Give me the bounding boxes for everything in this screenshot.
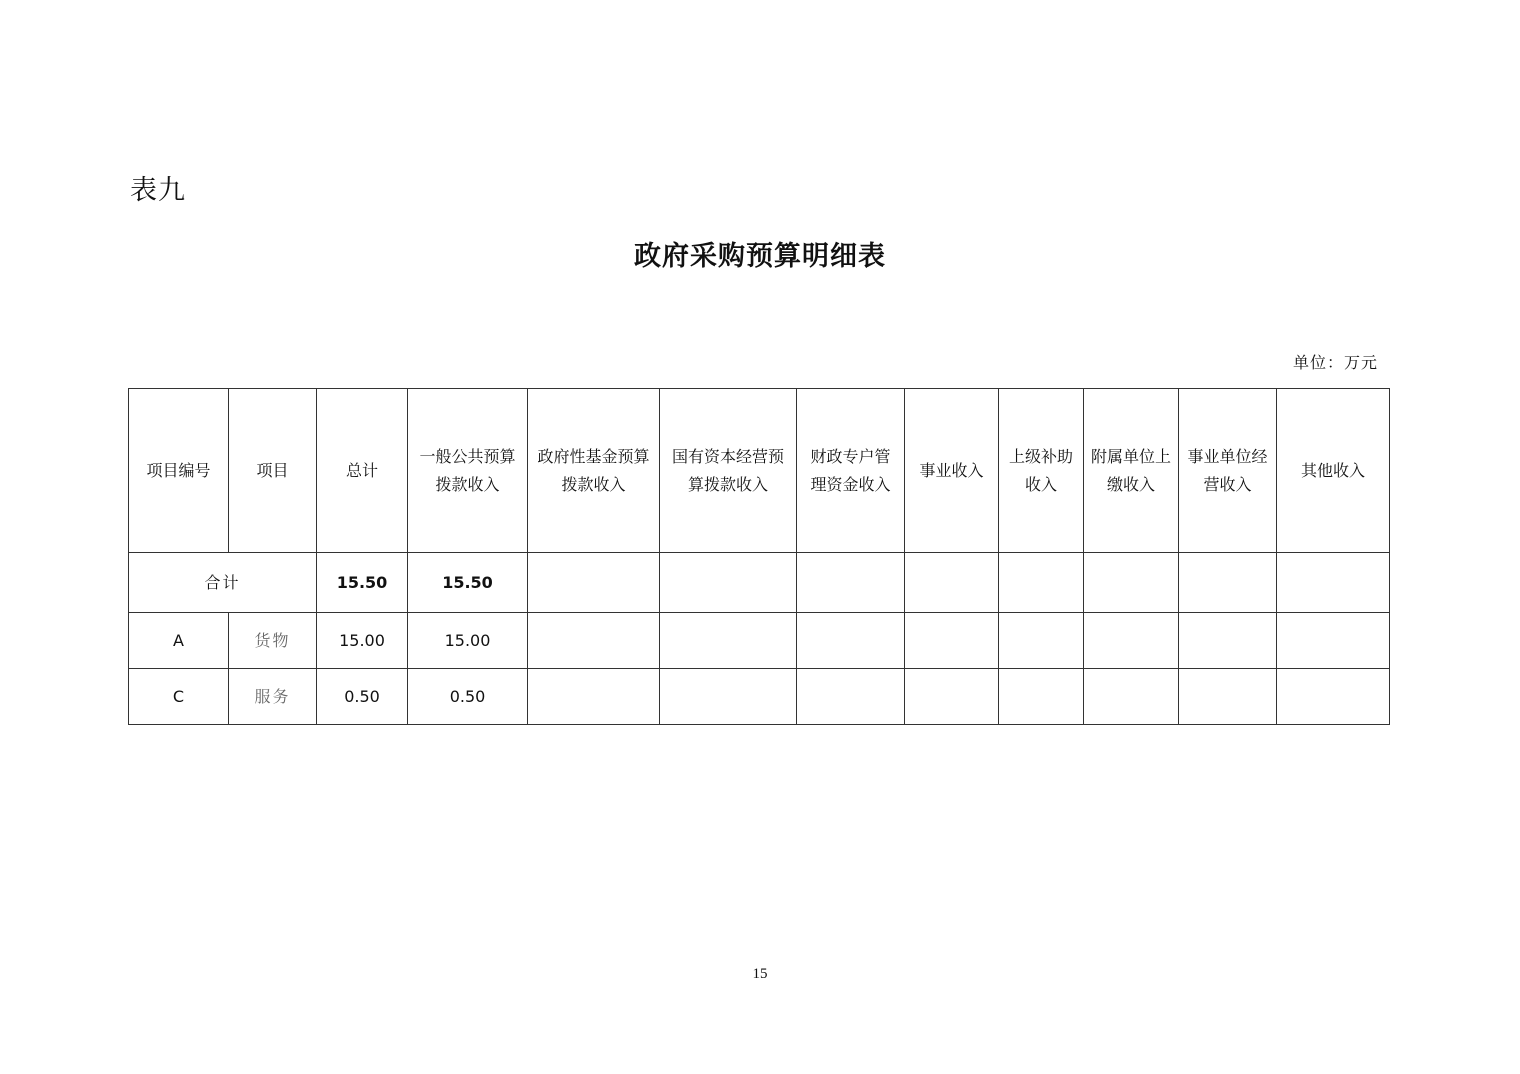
- empty-cell: [528, 669, 660, 725]
- empty-cell: [528, 553, 660, 613]
- empty-cell: [797, 613, 905, 669]
- total-general-budget-cell: 15.50: [408, 553, 528, 613]
- header-superior-subsidy: 上级补助收入: [999, 389, 1084, 553]
- empty-cell: [660, 613, 797, 669]
- procurement-budget-table: [128, 388, 1390, 725]
- header-other-income: 其他收入: [1277, 389, 1390, 553]
- table-row: [129, 669, 1390, 725]
- project-name-cell: 货物: [229, 613, 317, 669]
- header-general-budget: 一般公共预算拨款收入: [408, 389, 528, 553]
- total-cell: 0.50: [317, 669, 408, 725]
- empty-cell: [1179, 553, 1277, 613]
- empty-cell: [905, 669, 999, 725]
- project-name-cell: 服务: [229, 669, 317, 725]
- unit-label: 单位：万元: [1292, 353, 1378, 372]
- header-operating-income: 事业单位经营收入: [1179, 389, 1277, 553]
- general-budget-cell: 15.00: [408, 613, 528, 669]
- empty-cell: [1084, 669, 1179, 725]
- empty-cell: [797, 669, 905, 725]
- header-government-fund: 政府性基金预算拨款收入: [528, 389, 660, 553]
- total-cell: 15.00: [317, 613, 408, 669]
- empty-cell: [1179, 669, 1277, 725]
- header-affiliate-remittance: 附属单位上缴收入: [1084, 389, 1179, 553]
- empty-cell: [905, 613, 999, 669]
- page-number: 15: [752, 966, 768, 982]
- total-row: [129, 553, 1390, 613]
- header-fiscal-special-account: 财政专户管理资金收入: [797, 389, 905, 553]
- table-label: 表九: [130, 175, 186, 206]
- header-state-capital: 国有资本经营预算拨款收入: [660, 389, 797, 553]
- header-project-code: 项目编号: [129, 389, 229, 553]
- document-title: 政府采购预算明细表: [634, 241, 886, 272]
- empty-cell: [1277, 553, 1390, 613]
- empty-cell: [1277, 613, 1390, 669]
- empty-cell: [1179, 613, 1277, 669]
- header-project: 项目: [229, 389, 317, 553]
- empty-cell: [999, 553, 1084, 613]
- empty-cell: [660, 553, 797, 613]
- header-total: 总计: [317, 389, 408, 553]
- empty-cell: [1277, 669, 1390, 725]
- table-header-row: [129, 389, 1390, 553]
- table-row: [129, 613, 1390, 669]
- total-label: 合计: [129, 553, 317, 613]
- empty-cell: [1084, 613, 1179, 669]
- empty-cell: [999, 613, 1084, 669]
- empty-cell: [660, 669, 797, 725]
- empty-cell: [797, 553, 905, 613]
- general-budget-cell: 0.50: [408, 669, 528, 725]
- project-code-cell: C: [129, 669, 229, 725]
- empty-cell: [1084, 553, 1179, 613]
- empty-cell: [999, 669, 1084, 725]
- header-business-income: 事业收入: [905, 389, 999, 553]
- project-code-cell: A: [129, 613, 229, 669]
- total-cell: 15.50: [317, 553, 408, 613]
- empty-cell: [528, 613, 660, 669]
- empty-cell: [905, 553, 999, 613]
